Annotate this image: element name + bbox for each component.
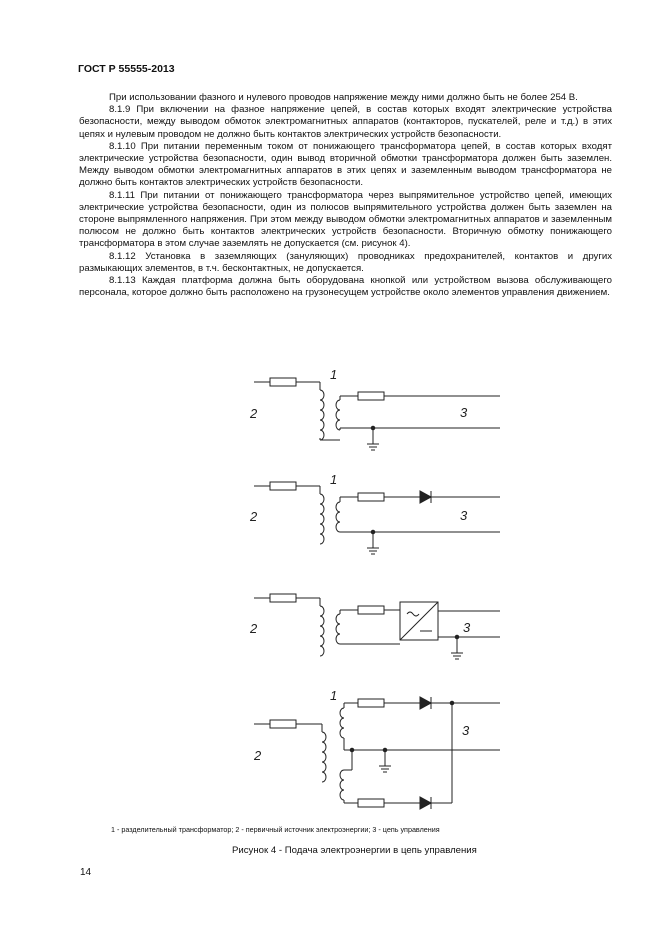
label-transformer: 1: [330, 367, 338, 382]
label-source: 2: [254, 748, 262, 763]
figure-caption: Рисунок 4 - Подача электроэнергии в цепь управления: [232, 845, 477, 856]
paragraph: 8.1.13 Каждая платформа должна быть оборудована кнопкой или устройством вызова обслуживающего персонала, которое должно быть расположено на грузонесущем устройстве около элементов управления движением.: [79, 275, 612, 299]
label-circuit: 3: [460, 508, 468, 523]
figure-legend: 1 - разделительный трансформатор; 2 - первичный источник электроэнергии; 3 - цепь управления: [111, 825, 440, 834]
label-transformer: 1: [330, 688, 338, 703]
label-circuit: 3: [462, 723, 470, 738]
paragraph: 8.1.10 При питании переменным током от понижающего трансформатора цепей, в состав которых входят электрические устройства безопасности, один вывод вторичной обмотки трансформатора должен быть заземлен. Между выводом обмотки электромагнитных аппаратов в этих цепях и заземленным выводом трансформатора не должно быть контактов электрических устройств безопасности.: [79, 140, 612, 189]
paragraph: 8.1.11 При питании от понижающего трансформатора через выпрямительное устройство цепей, имеющих электрические устройства безопасности, один из полюсов выпрямительного устройства должен быть заземлен на стороне выпрямленного напряжения. При этом между выводом обмотки электромагнитных аппаратов и заземленным полюсом не должно быть контактов электрических устройств безопасности. Вторичную обмотку понижающего трансформатора в этом случае заземлять не допускается (см. рисунок 4).: [79, 189, 612, 250]
label-circuit: 3: [460, 405, 468, 420]
label-source: 2: [250, 509, 258, 524]
paragraph: 8.1.12 Установка в заземляющих (зануляющих) проводниках предохранителей, контактов и других размыкающих элементов, в т.ч. бесконтактных, не допускается.: [79, 250, 612, 274]
page-number: 14: [80, 867, 92, 878]
label-circuit: 3: [463, 620, 471, 635]
diagram-4: [254, 697, 500, 809]
label-source: 2: [250, 621, 258, 636]
paragraph: 8.1.9 При включении на фазное напряжение цепей, в состав которых входят электрические устройства безопасности, между выводом обмоток электромагнитных аппаратов (контакторов, пускателей, реле и т.д.) в этих цепях и нулевым проводом не должно быть контактов электрических устройств безопасности.: [79, 104, 612, 140]
label-source: 2: [250, 406, 258, 421]
paragraph: При использовании фазного и нулевого проводов напряжение между ними должно быть не более 254 В.: [109, 92, 578, 103]
label-transformer: 1: [330, 472, 338, 487]
document-header: ГОСТ Р 55555-2013: [78, 63, 175, 75]
